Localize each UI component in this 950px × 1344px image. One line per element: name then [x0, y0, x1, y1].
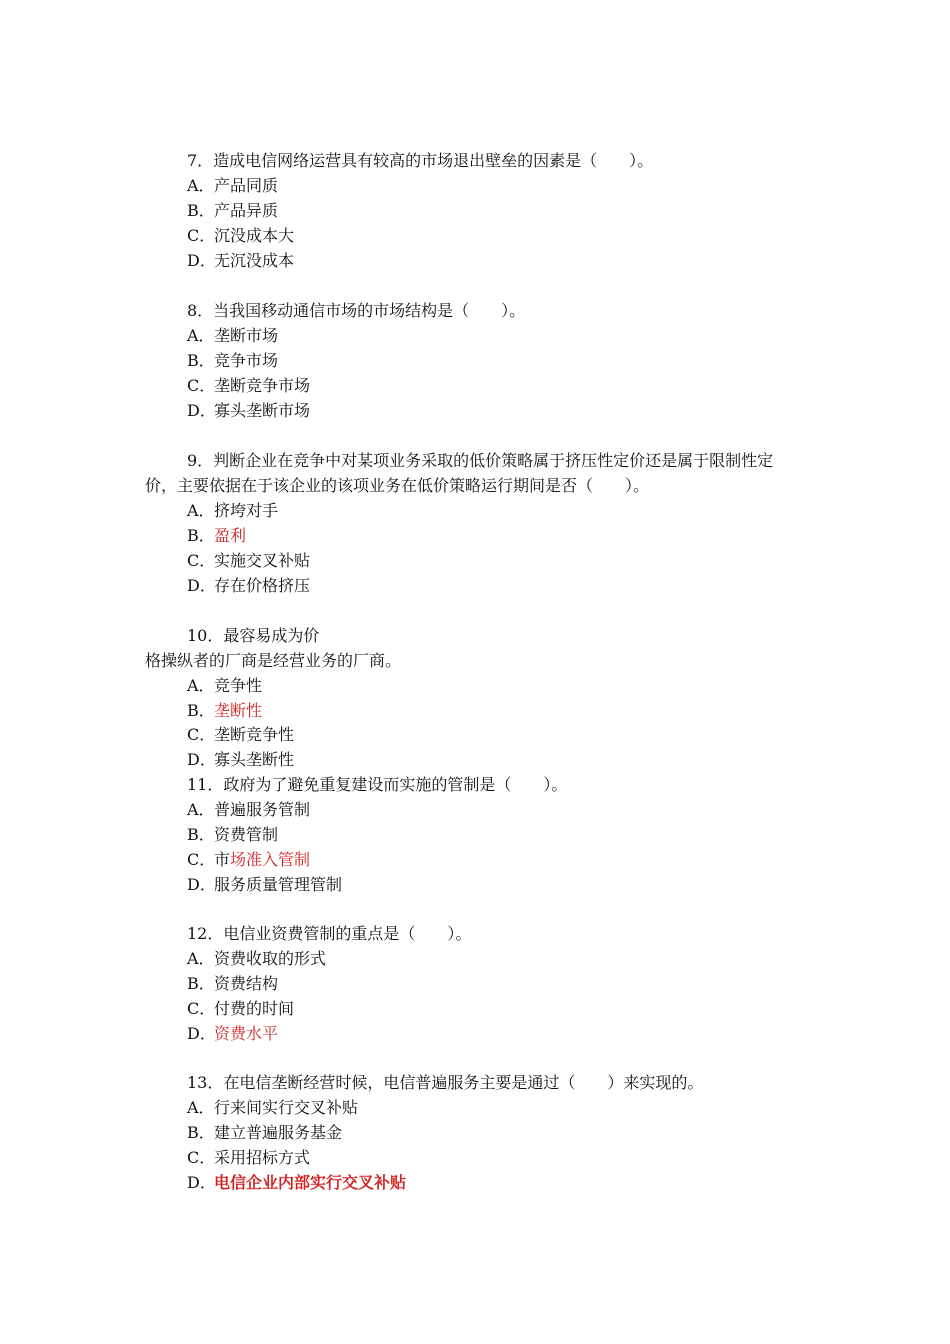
question-10-stem-line1: 10．最容易成为价 [187, 626, 320, 645]
question-8-option-d: D．寡头垄断市场 [187, 401, 311, 420]
question-11-option-c: C．市场准入管制 [187, 850, 311, 869]
question-7-stem: 7．造成电信网络运营具有较高的市场退出壁垒的因素是（ ）。 [187, 151, 654, 170]
question-7-option-b: B．产品异质 [187, 201, 279, 220]
question-8-option-b: B．竞争市场 [187, 351, 279, 370]
question-7-option-c: C．沉没成本大 [187, 226, 295, 245]
question-9-stem-line1: 9．判断企业在竞争中对某项业务采取的低价策略属于挤压性定价还是属于限制性定 [187, 451, 774, 470]
answer-highlight: 资费水平 [214, 1024, 279, 1043]
question-12-option-c: C．付费的时间 [187, 999, 295, 1018]
question-13-stem: 13．在电信垄断经营时候，电信普遍服务主要是通过（ ）来实现的。 [187, 1073, 704, 1092]
question-13-option-d: D．电信企业内部实行交叉补贴 [187, 1173, 407, 1192]
question-10-stem-line2: 格操纵者的厂商是经营业务的厂商。 [145, 651, 402, 670]
question-7-option-d: D．无沉没成本 [187, 251, 295, 270]
question-7-option-a: A．产品同质 [187, 176, 279, 195]
question-11-option-d: D．服务质量管理管制 [187, 875, 343, 894]
question-13-option-b: B．建立普遍服务基金 [187, 1123, 343, 1142]
answer-highlight: 场准入管制 [230, 850, 311, 869]
question-11-option-b: B．资费管制 [187, 825, 279, 844]
question-10-option-b: B．垄断性 [187, 701, 263, 720]
question-13-option-a: A．行来间实行交叉补贴 [187, 1098, 359, 1117]
question-12-option-b: B．资费结构 [187, 974, 279, 993]
question-9-stem-line2: 价，主要依据在于该企业的该项业务在低价策略运行期间是否（ ）。 [145, 476, 650, 495]
question-8-stem: 8．当我国移动通信市场的市场结构是（ ）。 [187, 301, 526, 320]
answer-highlight: 电信企业内部实行交叉补贴 [214, 1173, 407, 1192]
question-11-stem: 11．政府为了避免重复建设而实施的管制是（ ）。 [187, 775, 568, 794]
question-10-option-c: C．垄断竞争性 [187, 725, 295, 744]
question-9-option-b: B．盈利 [187, 526, 247, 545]
question-9-option-c: C．实施交叉补贴 [187, 551, 311, 570]
question-10-option-a: A．竞争性 [187, 676, 263, 695]
question-8-option-c: C．垄断竞争市场 [187, 376, 311, 395]
question-12-option-d: D．资费水平 [187, 1024, 279, 1043]
answer-highlight: 垄断性 [214, 701, 263, 720]
question-9-option-d: D．存在价格挤压 [187, 576, 311, 595]
question-9-option-a: A．挤垮对手 [187, 501, 279, 520]
question-12-stem: 12．电信业资费管制的重点是（ ）。 [187, 924, 472, 943]
question-11-option-a: A．普遍服务管制 [187, 800, 311, 819]
question-13-option-c: C．采用招标方式 [187, 1148, 311, 1167]
question-8-option-a: A．垄断市场 [187, 326, 279, 345]
question-12-option-a: A．资费收取的形式 [187, 949, 327, 968]
answer-highlight: 盈利 [214, 526, 247, 545]
question-10-option-d: D．寡头垄断性 [187, 750, 295, 769]
